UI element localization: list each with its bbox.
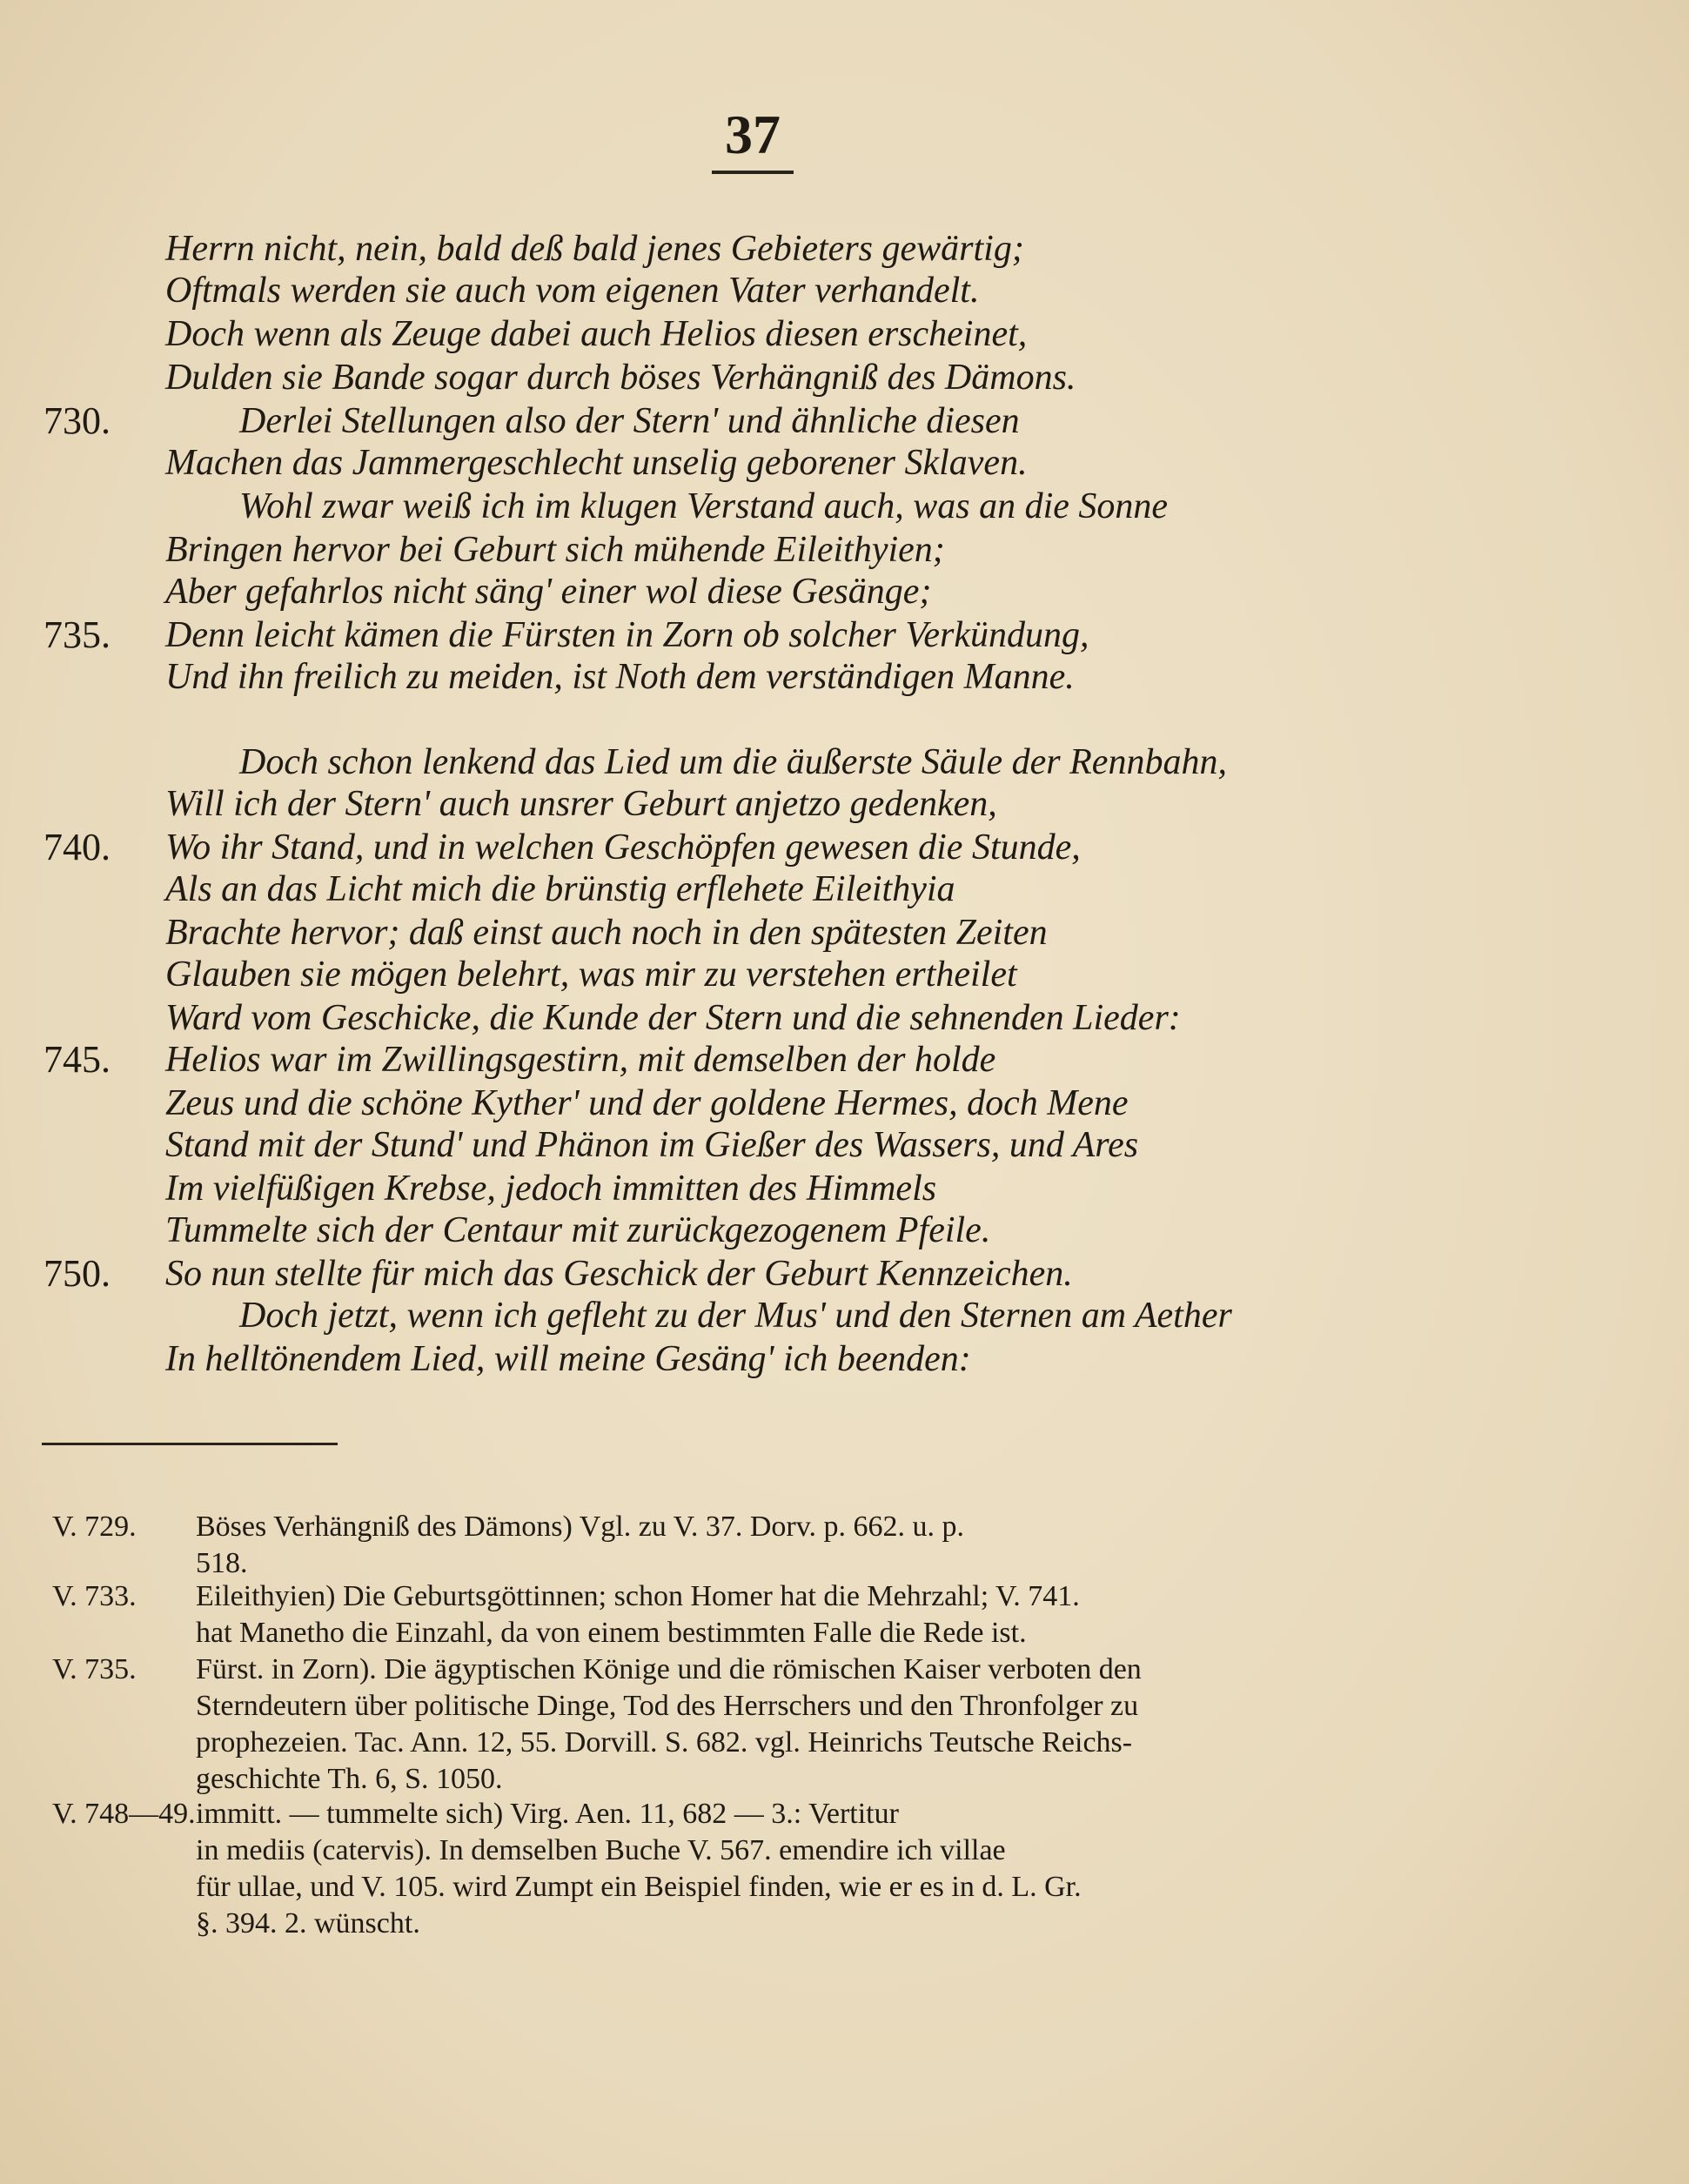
- verse-line: Bringen hervor bei Geburt sich mühende Eileithyien;: [165, 530, 945, 570]
- verse-line: Aber gefahrlos nicht säng' einer wol diese Gesänge;: [165, 572, 932, 612]
- verse-line: Oftmals werden sie auch vom eigenen Vater verhandelt.: [165, 271, 980, 311]
- footnote-label: V. 735.: [52, 1653, 137, 1685]
- footnote-line: §. 394. 2. wünscht.: [196, 1907, 420, 1939]
- verse-line: So nun stellte für mich das Geschick der Geburt Kennzeichen.: [165, 1254, 1073, 1294]
- footnote-label: V. 748—49.: [52, 1798, 196, 1830]
- verse-line: Ward vom Geschicke, die Kunde der Stern und die sehnenden Lieder:: [165, 998, 1181, 1038]
- verse-line: Zeus und die schöne Kyther' und der goldene Hermes, doch Mene: [165, 1083, 1129, 1123]
- footnote-line: in mediis (catervis). In demselben Buche V. 567. emendire ich villae: [196, 1834, 1006, 1866]
- verse-line: Doch jetzt, wenn ich gefleht zu der Mus' und den Sternen am Aether: [239, 1296, 1232, 1336]
- verse-line: Glauben sie mögen belehrt, was mir zu verstehen ertheilet: [165, 955, 1017, 995]
- verse-number: 745.: [44, 1038, 111, 1081]
- verse-line: Im vielfüßigen Krebse, jedoch immitten des Himmels: [165, 1169, 937, 1209]
- page-number-rule: [712, 171, 794, 174]
- footnote-line: immitt. — tummelte sich) Virg. Aen. 11, 682 — 3.: Vertitur: [196, 1798, 899, 1830]
- footnote-divider: [42, 1443, 338, 1445]
- verse-line: Stand mit der Stund' und Phänon im Gießer des Wassers, und Ares: [165, 1125, 1139, 1165]
- verse-line: Machen das Jammergeschlecht unselig geborener Sklaven.: [165, 443, 1028, 483]
- footnote-line: prophezeien. Tac. Ann. 12, 55. Dorvill. S. 682. vgl. Heinrichs Teutsche Reichs-: [196, 1726, 1133, 1759]
- verse-number: 750.: [44, 1252, 111, 1295]
- verse-line: Denn leicht kämen die Fürsten in Zorn ob solcher Verkündung,: [165, 615, 1089, 655]
- verse-line: Als an das Licht mich die brünstig erflehete Eileithyia: [165, 869, 955, 909]
- footnote-label: V. 729.: [52, 1511, 137, 1543]
- footnote-line: Sterndeutern über politische Dinge, Tod des Herrschers und den Thronfolger zu: [196, 1690, 1139, 1722]
- verse-line: Will ich der Stern' auch unsrer Geburt anjetzo gedenken,: [165, 784, 997, 824]
- verse-line: Doch schon lenkend das Lied um die äußerste Säule der Rennbahn,: [239, 742, 1227, 782]
- footnote-line: geschichte Th. 6, S. 1050.: [196, 1763, 503, 1795]
- verse-line: Und ihn freilich zu meiden, ist Noth dem verständigen Manne.: [165, 657, 1075, 697]
- footnote-line: Fürst. in Zorn). Die ägyptischen Könige und die römischen Kaiser verboten den: [196, 1653, 1142, 1685]
- verse-number: 730.: [44, 399, 111, 442]
- verse-line: Dulden sie Bande sogar durch böses Verhängniß des Dämons.: [165, 358, 1076, 398]
- page-number: 37: [725, 104, 781, 165]
- verse-line: Doch wenn als Zeuge dabei auch Helios diesen erscheinet,: [165, 314, 1028, 354]
- footnote-line: Böses Verhängniß des Dämons) Vgl. zu V. 37. Dorv. p. 662. u. p.: [196, 1511, 965, 1543]
- verse-line: Wohl zwar weiß ich im klugen Verstand auch, was an die Sonne: [239, 486, 1169, 526]
- footnote-line: hat Manetho die Einzahl, da von einem bestimmten Falle die Rede ist.: [196, 1617, 1027, 1649]
- footnote-label: V. 733.: [52, 1580, 137, 1612]
- verse-number: 735.: [44, 613, 111, 656]
- verse-line: Herrn nicht, nein, bald deß bald jenes Gebieters gewärtig;: [165, 229, 1024, 269]
- footnote-line: für ullae, und V. 105. wird Zumpt ein Beispiel finden, wie er es in d. L. Gr.: [196, 1871, 1082, 1903]
- verse-line: Tummelte sich der Centaur mit zurückgezogenem Pfeile.: [165, 1210, 991, 1250]
- verse-line: Derlei Stellungen also der Stern' und ähnliche diesen: [239, 401, 1020, 441]
- verse-line: Wo ihr Stand, und in welchen Geschöpfen gewesen die Stunde,: [165, 827, 1081, 868]
- verse-number: 740.: [44, 826, 111, 868]
- verse-line: In helltönendem Lied, will meine Gesäng' ich beenden:: [165, 1339, 971, 1379]
- verse-line: Brachte hervor; daß einst auch noch in den spätesten Zeiten: [165, 913, 1048, 953]
- footnote-line: 518.: [196, 1547, 248, 1579]
- verse-line: Helios war im Zwillingsgestirn, mit demselben der holde: [165, 1040, 996, 1080]
- footnote-line: Eileithyien) Die Geburtsgöttinnen; schon Homer hat die Mehrzahl; V. 741.: [196, 1580, 1080, 1612]
